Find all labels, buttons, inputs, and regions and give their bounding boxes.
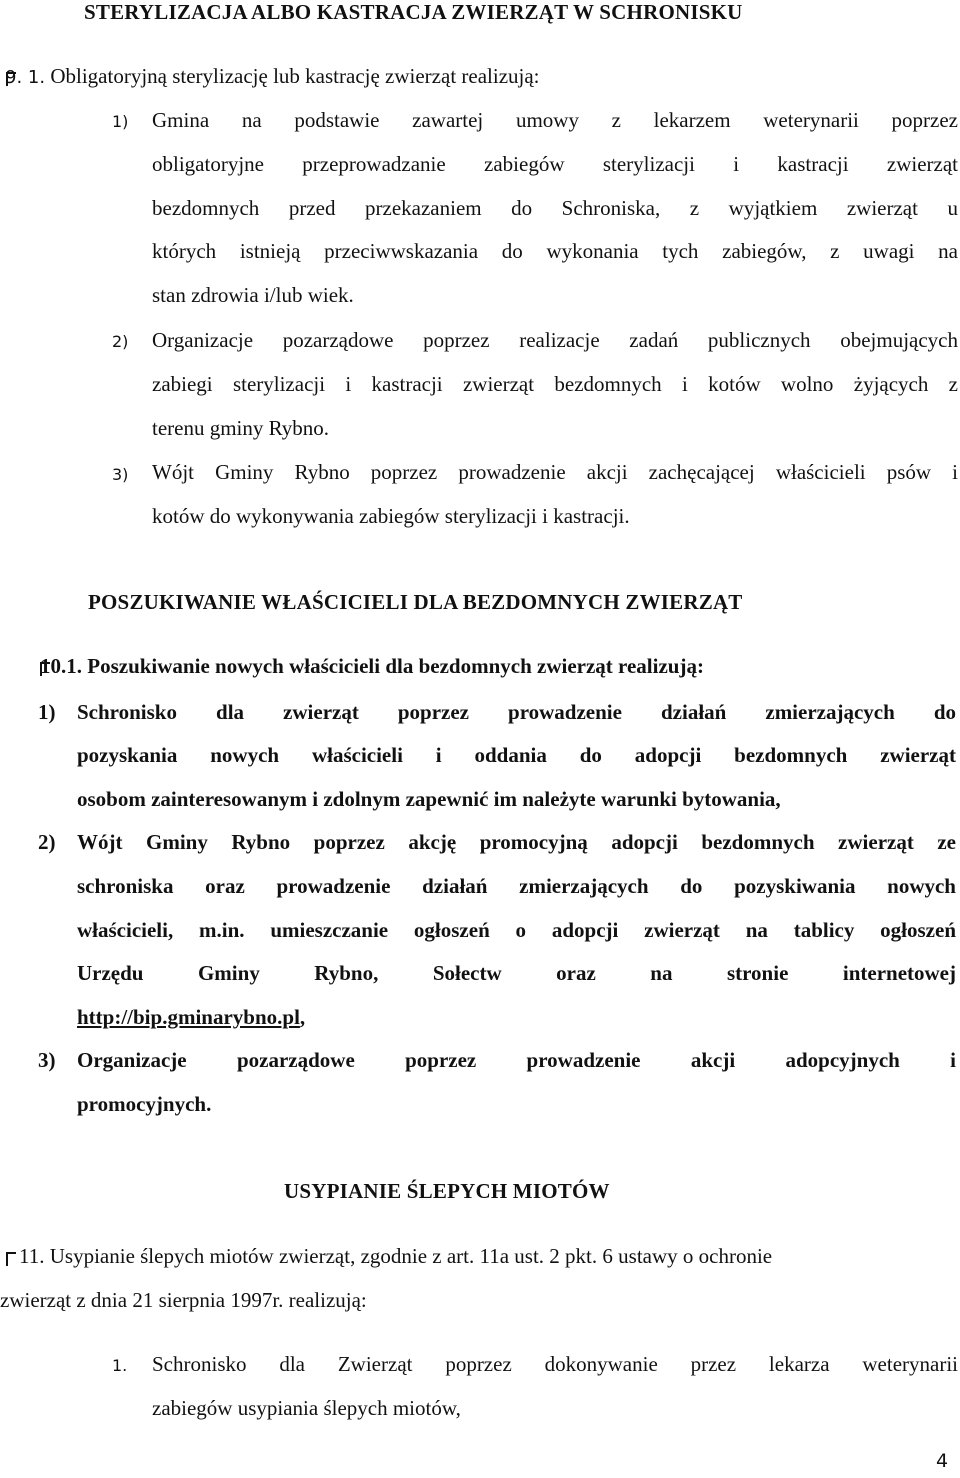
section-heading-blind-litters: USYPIANIE ŚLEPYCH MIOTÓW xyxy=(284,1179,610,1203)
list-line: właścicieli, m.in. umieszczanie ogłoszeń o adopcji zwierząt na tablicy ogłoszeń xyxy=(77,918,956,942)
list-line: osobom zainteresowanym i zdolnym zapewnić im należyte warunki bytowania, xyxy=(77,787,781,811)
list-line: bezdomnych przed przekazaniem do Schroniska, z wyjątkiem zwierząt u xyxy=(152,196,958,220)
list-number: 2) xyxy=(38,830,56,854)
lead-text: 11. Usypianie ślepych miotów zwierząt, zgodnie z art. 11a ust. 2 pkt. 6 ustawy o ochronie xyxy=(19,1244,773,1268)
list-number: 1) xyxy=(112,112,129,131)
marker-symbol xyxy=(0,68,1,82)
list-line: Schronisko dla zwierząt poprzez prowadzenie działań zmierzających do xyxy=(77,700,956,724)
list-line: których istnieją przeciwwskazania do wykonania tych zabiegów, z uwagi na xyxy=(152,239,958,263)
paragraph-11-line2: zwierząt z dnia 21 sierpnia 1997r. realizują: xyxy=(0,1288,367,1312)
paragraph-11-line1 xyxy=(0,1244,772,1269)
list-number: 2) xyxy=(112,332,129,351)
list-number: 3) xyxy=(38,1048,56,1072)
list-number: 1) xyxy=(38,700,56,724)
list-number: 3) xyxy=(112,465,129,484)
section-heading-owners: POSZUKIWANIE WŁAŚCICIELI DLA BEZDOMNYCH ZWIERZĄT xyxy=(88,590,743,614)
list-line: obligatoryjne przeprowadzanie zabiegów sterylizacji i kastracji zwierząt xyxy=(152,152,958,176)
list-line-link xyxy=(77,1005,305,1030)
list-line: stan zdrowia i/lub wiek. xyxy=(152,283,354,307)
list-line: kotów do wykonywania zabiegów sterylizacji i kastracji. xyxy=(152,504,630,528)
section-number: 9. 1. xyxy=(5,67,46,88)
list-line: Organizacje pozarządowe poprzez realizacje zadań publicznych obejmujących xyxy=(152,328,958,352)
paragraph-9-1 xyxy=(0,64,540,89)
section-heading-sterilization: STERYLIZACJA ALBO KASTRACJA ZWIERZĄT W SCHRONISKU xyxy=(84,0,743,24)
list-line: pozyskania nowych właścicieli i oddania do adopcji bezdomnych zwierząt xyxy=(77,743,956,767)
bip-link[interactable]: http://bip.gminarybno.pl xyxy=(77,1005,300,1029)
list-line: Organizacje pozarządowe poprzez prowadzenie akcji adopcyjnych i xyxy=(77,1048,956,1072)
list-line: zabiegów usypiania ślepych miotów, xyxy=(152,1396,461,1420)
list-line: terenu gminy Rybno. xyxy=(152,416,330,440)
list-line: schroniska oraz prowadzenie działań zmierzających do pozyskiwania nowych xyxy=(77,874,956,898)
paragraph-marker-icon xyxy=(6,72,16,86)
marker-symbol xyxy=(0,1252,1,1266)
list-number: 1. xyxy=(112,1356,128,1375)
paragraph-marker-icon xyxy=(40,662,50,676)
link-suffix: , xyxy=(299,1005,306,1029)
list-line: zabiegi sterylizacji i kastracji zwierząt bezdomnych i kotów wolno żyjących z xyxy=(152,372,958,396)
list-line: Wójt Gminy Rybno poprzez akcję promocyjną adopcji bezdomnych zwierząt ze xyxy=(77,830,956,854)
list-line: promocyjnych. xyxy=(77,1092,212,1116)
page-number: 4 xyxy=(936,1450,949,1472)
list-line: Schronisko dla Zwierząt poprzez dokonywanie przez lekarza weterynarii xyxy=(152,1352,958,1376)
list-line: Wójt Gminy Rybno poprzez prowadzenie akcji zachęcającej właścicieli psów i xyxy=(152,460,958,484)
list-line: Urzędu Gminy Rybno, Sołectw oraz na stronie internetowej xyxy=(77,961,956,985)
lead-text: Obligatoryjną sterylizację lub kastrację zwierząt realizują: xyxy=(50,64,540,88)
paragraph-marker-icon xyxy=(6,1252,16,1266)
paragraph-10-1: 10.1. Poszukiwanie nowych właścicieli dla bezdomnych zwierząt realizują: xyxy=(40,654,704,678)
list-line: Gmina na podstawie zawartej umowy z lekarzem weterynarii poprzez xyxy=(152,108,958,132)
